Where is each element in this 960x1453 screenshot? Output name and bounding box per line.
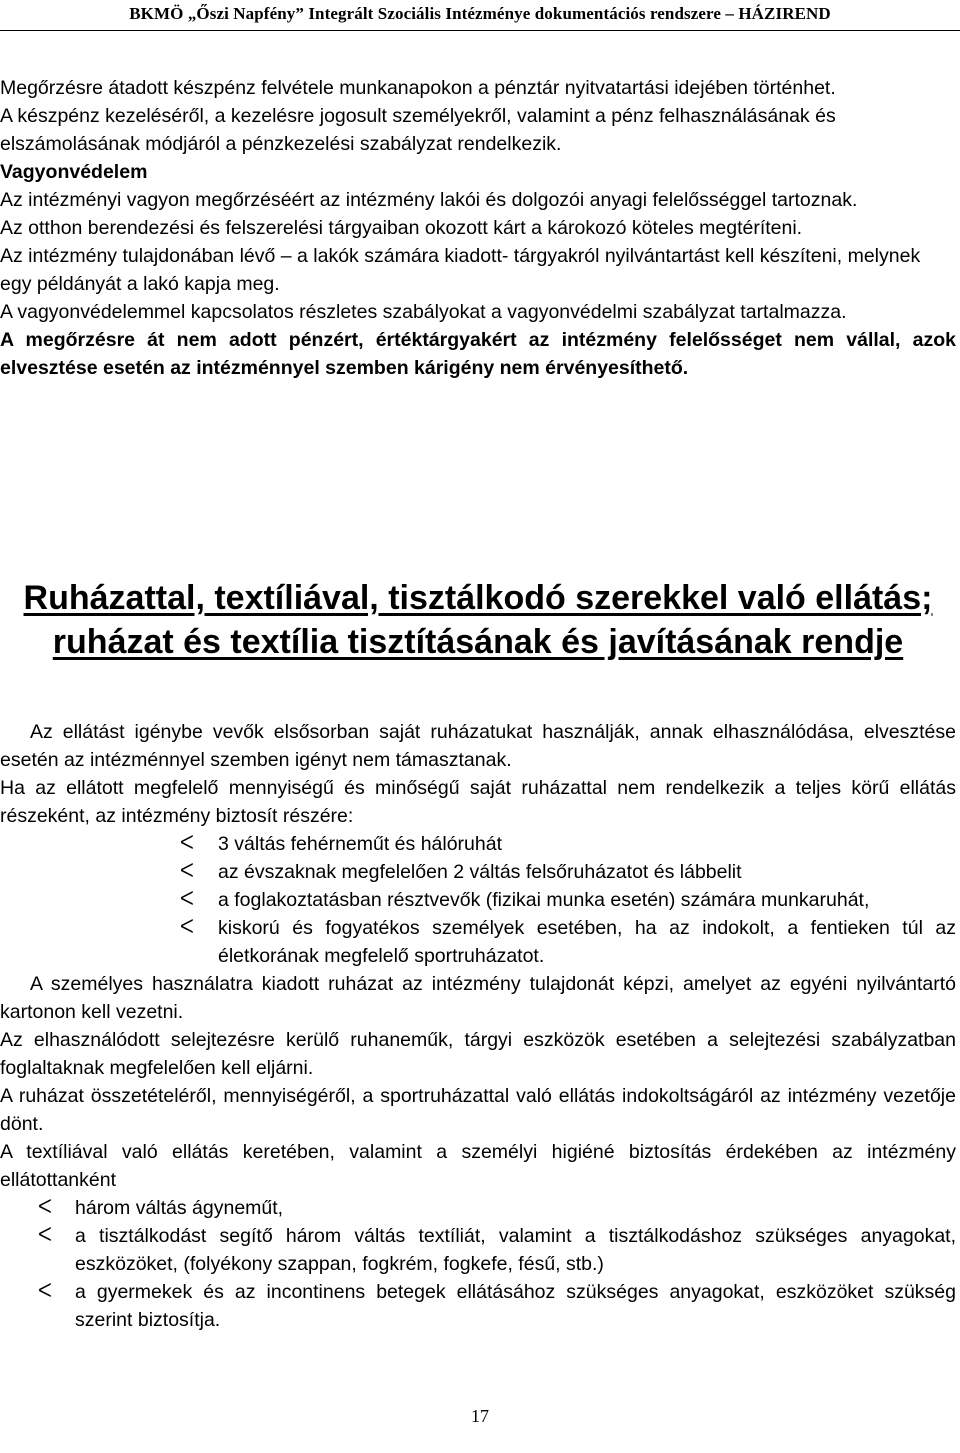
paragraph: Ha az ellátott megfelelő mennyiségű és minőségű saját ruházattal nem rendelkezik a teljes körű ellátás részeként, az intézmény biztosít részére: [0, 777, 956, 827]
liability-notice: A megőrzésre át nem adott pénzért, értéktárgyakért az intézmény felelősséget nem vállal, azok elvesztése esetén az intézménnyel szemben kárigény nem érvényesíthető. [0, 329, 956, 379]
page-header: BKMÖ „Őszi Napfény” Integrált Szociális Intézménye dokumentációs rendszere – HÁZIREND [129, 4, 831, 23]
paragraph: A készpénz kezeléséről, a kezelésre jogosult személyekről, valamint a pénz felhasználásának és elszámolásának módjáról a pénzkezelési szabályzat rendelkezik. [0, 105, 836, 155]
paragraph: Az elhasználódott selejtezésre kerülő ruhaneműk, tárgyi eszközök esetében a selejtezési szabályzatban foglaltaknak megfelelően kell eljárni. [0, 1029, 956, 1079]
arrowhead-bullet-icon: ᐸ [38, 1281, 52, 1302]
arrowhead-bullet-icon: ᐸ [180, 917, 194, 938]
arrowhead-bullet-icon: ᐸ [180, 833, 194, 854]
paragraph: A személyes használatra kiadott ruházat az intézmény tulajdonát képzi, amelyet az egyéni nyilvántartó kartonon kell vezetni. [0, 973, 956, 1023]
list-item [0, 830, 956, 858]
deposit-and-property-section [0, 74, 956, 382]
paragraph: Az otthon berendezési és felszerelési tárgyaiban okozott kárt a károkozó köteles megtéríteni. [0, 217, 803, 239]
paragraph: A textíliával való ellátás keretében, valamint a személyi higiéné biztosítás érdekében az intézmény ellátottanként [0, 1141, 956, 1191]
list-item [0, 1222, 956, 1278]
list-item [0, 1194, 956, 1222]
list-item-text: az évszaknak megfelelően 2 váltás felsőruházatot és lábbelit [218, 861, 742, 883]
list-item-text: a tisztálkodást segítő három váltás textíliát, valamint a tisztálkodáshoz szükséges anyagokat, eszközöket, (folyékony szappan, fogkrém, fogkefe, fésű, stb.) [75, 1225, 956, 1275]
section-title-wrapper [0, 576, 956, 664]
paragraph: Az intézményi vagyon megőrzéséért az intézmény lakói és dolgozói anyagi felelősséggel tartoznak. [0, 189, 858, 211]
list-item [0, 914, 956, 970]
paragraph: A ruházat összetételéről, mennyiségéről, a sportruházattal való ellátás indokoltságáról az intézmény vezetője dönt. [0, 1085, 956, 1135]
header-rule [0, 30, 960, 31]
list-item-text: a foglakoztatásban résztvevők (fizikai munka esetén) számára munkaruhát, [218, 889, 870, 911]
page-number: 17 [471, 1406, 489, 1426]
list-item [0, 1278, 956, 1334]
paragraph: Az intézmény tulajdonában lévő – a lakók számára kiadott- tárgyakról nyilvántartást kell készíteni, melynek egy példányát a lakó kapja meg. [0, 245, 921, 295]
paragraph: Az ellátást igénybe vevők elsősorban saját ruházatukat használják, annak elhasználódása, elvesztése esetén az intézménnyel szemben igényt nem támasztanak. [0, 721, 956, 771]
list-item [0, 886, 956, 914]
textile-list [0, 1194, 956, 1334]
list-item-text: 3 váltás fehérneműt és hálóruhát [218, 833, 503, 855]
arrowhead-bullet-icon: ᐸ [38, 1225, 52, 1246]
list-item-text: kiskorú és fogyatékos személyek esetében, ha az indokolt, a fentieken túl az életkorának megfelelő sportruházatot. [218, 917, 956, 967]
section-title: Ruházattal, textíliával, tisztálkodó szerekkel való ellátás; ruházat és textília tisztításának és javításának rendje [23, 579, 933, 661]
section-heading-vagyonvedelem: Vagyonvédelem [0, 161, 148, 183]
list-item-text: három váltás ágyneműt, [75, 1197, 284, 1219]
clothing-list [0, 830, 956, 970]
list-item [0, 858, 956, 886]
paragraph: Megőrzésre átadott készpénz felvétele munkanapokon a pénztár nyitvatartási idejében történhet. [0, 77, 836, 99]
arrowhead-bullet-icon: ᐸ [180, 861, 194, 882]
list-item-text: a gyermekek és az incontinens betegek ellátásához szükséges anyagokat, eszközöket szükség szerint biztosítja. [75, 1281, 956, 1331]
paragraph: A vagyonvédelemmel kapcsolatos részletes szabályokat a vagyonvédelmi szabályzat tartalmazza. [0, 301, 847, 323]
clothing-section [0, 718, 956, 1334]
arrowhead-bullet-icon: ᐸ [38, 1197, 52, 1218]
arrowhead-bullet-icon: ᐸ [180, 889, 194, 910]
